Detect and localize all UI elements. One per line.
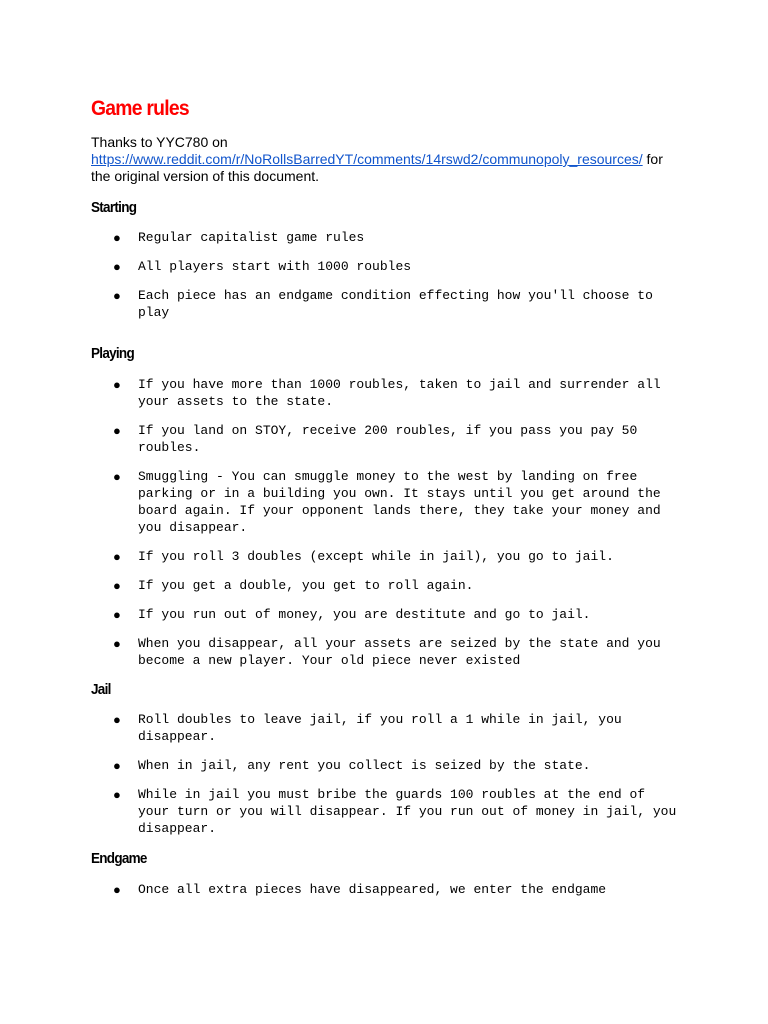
intro-paragraph [91,134,681,185]
section-heading-jail: Jail [91,681,111,698]
bullet-icon: ● [113,758,121,773]
list-item-text: Smuggling - You can smuggle money to the west by landing on free parking or in a building you own. It stays until you get around the board again. If your opponent lands there, they take your money and you disappear. [138,469,661,535]
section-heading-playing: Playing [91,345,134,362]
bullet-icon: ● [113,288,121,303]
list-item-text: When in jail, any rent you collect is seized by the state. [138,758,591,773]
bullet-icon: ● [113,259,121,274]
list-item [91,548,681,565]
bullet-icon: ● [113,578,121,593]
list-item [91,258,681,275]
list-item [91,711,681,745]
section-list-starting [91,229,681,333]
section-list-endgame [91,881,681,910]
list-item-text: If you land on STOY, receive 200 roubles, if you pass you pay 50 roubles. [138,423,638,455]
list-item [91,229,681,246]
bullet-icon: ● [113,712,121,727]
section-list-playing [91,376,681,681]
list-item-text: Once all extra pieces have disappeared, we enter the endgame [138,882,607,897]
bullet-icon: ● [113,882,121,897]
section-heading-starting: Starting [91,199,137,216]
list-item-text: All players start with 1000 roubles [138,259,412,274]
list-item-text: If you have more than 1000 roubles, taken to jail and surrender all your assets to the state. [138,377,661,409]
bullet-icon: ● [113,549,121,564]
section-list-jail [91,711,681,849]
list-item-text: If you get a double, you get to roll again. [138,578,474,593]
bullet-icon: ● [113,607,121,622]
bullet-icon: ● [113,423,121,438]
list-item-text: While in jail you must bribe the guards 100 roubles at the end of your turn or you will disappear. If you run out of money in jail, you disappear. [138,787,677,836]
list-item-text: Each piece has an endgame condition effecting how you'll choose to play [138,288,653,320]
bullet-icon: ● [113,469,121,484]
bullet-icon: ● [113,636,121,651]
document-title: Game rules [91,97,189,120]
intro-suffix-line: the original version of this document. [91,168,320,184]
list-item-text: When you disappear, all your assets are seized by the state and you become a new player. Your old piece never existed [138,636,661,668]
reddit-source-link[interactable]: https://www.reddit.com/r/NoRollsBarredYT/comments/14rswd2/communopoly_resources/ [91,151,643,167]
list-item [91,757,681,774]
bullet-icon: ● [113,377,121,392]
list-item [91,577,681,594]
list-item [91,881,681,898]
intro-suffix-inline: for [642,151,663,167]
list-item [91,422,681,456]
list-item [91,635,681,669]
bullet-icon: ● [113,230,121,245]
list-item-text: Regular capitalist game rules [138,230,365,245]
list-item [91,376,681,410]
intro-prefix: Thanks to YYC780 on [91,134,228,150]
bullet-icon: ● [113,787,121,802]
list-item-text: Roll doubles to leave jail, if you roll a 1 while in jail, you disappear. [138,712,622,744]
list-item [91,786,681,837]
list-item [91,468,681,536]
list-item-text: If you run out of money, you are destitute and go to jail. [138,607,591,622]
list-item-text: If you roll 3 doubles (except while in jail), you go to jail. [138,549,614,564]
list-item [91,606,681,623]
list-item [91,287,681,321]
section-heading-endgame: Endgame [91,850,147,867]
